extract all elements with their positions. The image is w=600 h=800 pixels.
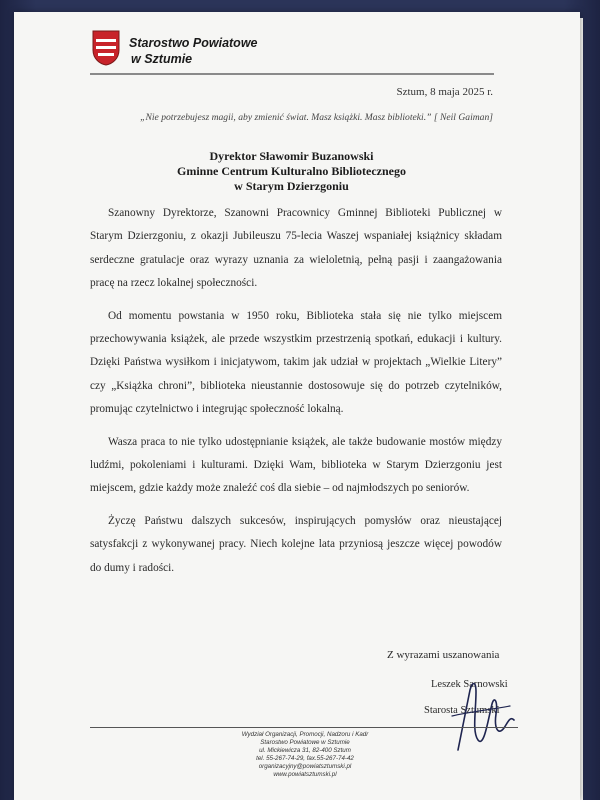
county-crest-icon: [92, 30, 120, 66]
header-divider: [90, 73, 494, 75]
body-paragraph-4: Życzę Państwu dalszych sukcesów, inspirujących pomysłów oraz nieustającej satysfakcji z wykonywanej pracy. Niech kolejne lata przyniosą jeszcze więcej powodów do dumy i radości.: [90, 514, 502, 574]
footer-department: Wydział Organizacji, Promocji, Nadzoru i Kadr: [241, 731, 369, 738]
signer-name: Leszek Sarnowski: [431, 679, 508, 690]
footer-email: organizacyjny@powiatsztumski.pl: [258, 763, 352, 770]
footer-office: Starostwo Powiatowe w Sztumie: [260, 739, 350, 746]
footer-contact: [180, 731, 430, 779]
closing-salutation: Z wyrazami uszanowania: [387, 649, 500, 661]
issuer-name-line1: Starostwo Powiatowe: [129, 36, 258, 50]
body-paragraph-3: Wasza praca to nie tylko udostępnianie książek, ale także budowanie mostów między ludźmi, pokoleniami i kulturami. Dzięki Wam, biblioteka w Starym Dzierzgoniu jest miejscem, gdzie każdy może znaleźć coś dla siebie – od najmłodszych po seniorów.: [90, 435, 502, 495]
footer-divider: [90, 727, 518, 728]
letter-body: [90, 202, 502, 589]
signer-title: Starosta Sztumski: [424, 705, 500, 716]
handwritten-signature-icon: [448, 670, 520, 756]
recipient-line3: w Starym Dzierzgoniu: [234, 179, 349, 193]
letter-date: Sztum, 8 maja 2025 r.: [396, 86, 493, 98]
footer-phone: tel. 55-267-74-29, fax.55-267-74-42: [256, 755, 354, 762]
footer-website: www.powiatsztumski.pl: [273, 771, 337, 778]
issuer-name-line2: w Sztumie: [131, 52, 193, 66]
body-paragraph-1: Szanowny Dyrektorze, Szanowni Pracownicy Gminnej Biblioteki Publicznej w Starym Dzierzgoniu, z okazji Jubileuszu 75-lecia Waszej wspaniałej książnicy składam serdeczne gratulacje oraz wyrazy uznania za wieloletnią, pełną pasji i zaangażowania pracę na rzecz lokalnej społeczności.: [90, 207, 502, 290]
recipient-line1: Dyrektor Sławomir Buzanowski: [209, 149, 374, 163]
footer-address: ul. Mickiewicza 31, 82-400 Sztum: [259, 747, 351, 754]
recipient-line2: Gminne Centrum Kulturalno Bibliotecznego: [177, 164, 406, 178]
recipient-block: [90, 149, 493, 194]
body-paragraph-2: Od momentu powstania w 1950 roku, Biblioteka stała się nie tylko miejscem przechowywania książek, ale przede wszystkim przestrzenią spotkań, edukacji i kultury. Dzięki Państwa wysiłkom i inicjatywom, takim jak udział w projektach „Wielkie Litery” czy „Książka chroni”, biblioteka nieustannie dostosowuje się do potrzeb czytelników, promując czytelnictwo i integrując społeczność lokalną.: [90, 309, 502, 416]
issuer-name: [129, 35, 258, 67]
epigraph-quote: „Nie potrzebujesz magii, aby zmienić świat. Masz książki. Masz biblioteki.” [ Neil Gaiman]: [140, 112, 493, 123]
